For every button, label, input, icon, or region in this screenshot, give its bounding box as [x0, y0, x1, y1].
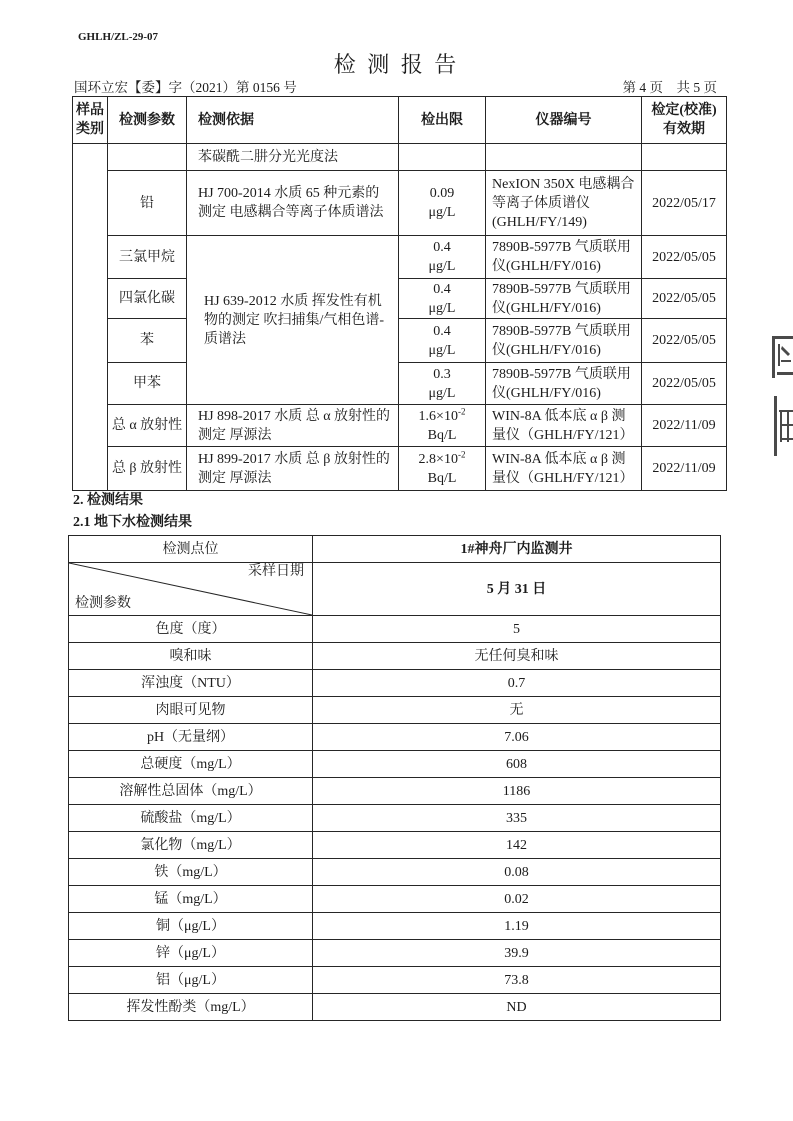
detection-limit-cell — [399, 319, 486, 363]
detection-limit-value: 0.09 — [429, 186, 455, 201]
sampling-date: 5 月 31 日 — [313, 563, 721, 616]
result-parameter: 浑浊度（NTU） — [69, 670, 313, 697]
result-value: 1186 — [313, 778, 721, 805]
result-row — [69, 670, 721, 697]
report-title: 检 测 报 告 — [333, 52, 460, 77]
method-row — [73, 171, 727, 236]
document-code: GHLH/ZL-29-07 — [78, 31, 159, 43]
method-basis-cell: 苯碳酰二肼分光光度法 — [187, 144, 399, 171]
result-parameter: 锌（μg/L） — [69, 940, 313, 967]
validity-date-cell: 2022/11/09 — [642, 405, 727, 447]
result-parameter: 挥发性酚类（mg/L） — [69, 994, 313, 1021]
result-row — [69, 805, 721, 832]
detection-parameter-cell: 四氯化碳 — [108, 279, 187, 319]
location-label: 检测点位 — [69, 536, 313, 563]
location-name: 1#神舟厂内监测井 — [313, 536, 721, 563]
col-parameter: 检测参数 — [108, 97, 187, 144]
result-row — [69, 832, 721, 859]
detection-limit-unit: μg/L — [428, 259, 456, 274]
result-value: 1.19 — [313, 913, 721, 940]
method-basis-cell-merged: HJ 639-2012 水质 挥发性有机 物的测定 吹扫捕集/气相色谱- 质谱法 — [187, 236, 399, 405]
result-value: 无 — [313, 697, 721, 724]
method-basis-cell: HJ 898-2017 水质 总 α 放射性的 测定 厚源法 — [187, 405, 399, 447]
method-basis-cell: HJ 899-2017 水质 总 β 放射性的 测定 厚源法 — [187, 447, 399, 491]
instrument-cell: 7890B-5977B 气质联用 仪(GHLH/FY/016) — [486, 236, 642, 279]
validity-date-cell — [642, 144, 727, 171]
result-row — [69, 886, 721, 913]
instrument-cell: WIN-8A 低本底 α β 测 量仪（GHLH/FY/121） — [486, 447, 642, 491]
validity-date-cell: 2022/11/09 — [642, 447, 727, 491]
detection-parameter-cell: 三氯甲烷 — [108, 236, 187, 279]
result-row — [69, 913, 721, 940]
result-parameter: 总硬度（mg/L） — [69, 751, 313, 778]
groundwater-results-table — [68, 535, 721, 1021]
detection-limit-exponent: -2 — [457, 448, 466, 459]
detection-parameter-cell: 铅 — [108, 171, 187, 236]
section-subheading: 2.1 地下水检测结果 — [73, 515, 192, 530]
detection-limit-value: 0.4 — [433, 240, 451, 255]
method-table-header-row — [73, 97, 727, 144]
method-row — [73, 279, 727, 319]
parameter-label: 检测参数 — [75, 596, 131, 611]
seal-strokes — [772, 336, 793, 456]
method-row — [73, 144, 727, 171]
detection-parameter-cell — [108, 144, 187, 171]
result-row — [69, 616, 721, 643]
detection-limit-cell — [399, 144, 486, 171]
method-basis-cell: HJ 700-2014 水质 65 种元素的 测定 电感耦合等离子体质谱法 — [187, 171, 399, 236]
detection-limit-unit: μg/L — [428, 385, 456, 401]
result-value: 39.9 — [313, 940, 721, 967]
result-row — [69, 643, 721, 670]
detection-limit-cell — [399, 447, 486, 491]
result-parameter: pH（无量纲） — [69, 724, 313, 751]
result-parameter: 硫酸盐（mg/L） — [69, 805, 313, 832]
validity-date-cell: 2022/05/05 — [642, 279, 727, 319]
result-parameter: 溶解性总固体（mg/L） — [69, 778, 313, 805]
detection-limit-value: 0.3 — [433, 366, 451, 382]
result-parameter: 肉眼可见物 — [69, 697, 313, 724]
instrument-cell: 7890B-5977B 气质联用 仪(GHLH/FY/016) — [486, 319, 642, 363]
diagonal-header-wrap — [69, 563, 312, 615]
result-parameter: 色度（度） — [69, 616, 313, 643]
result-row — [69, 994, 721, 1021]
col-sample-category: 样品 类别 — [73, 97, 108, 144]
detection-parameter-cell: 甲苯 — [108, 363, 187, 405]
detection-parameter-cell: 总 α 放射性 — [108, 405, 187, 447]
result-value: ND — [313, 994, 721, 1021]
detection-limit-unit: Bq/L — [427, 470, 457, 486]
method-row — [73, 236, 727, 279]
detection-limit-unit: μg/L — [428, 205, 456, 220]
col-validity: 检定(校准) 有效期 — [642, 97, 727, 144]
result-value: 0.08 — [313, 859, 721, 886]
detection-limit-value: 0.4 — [433, 323, 451, 339]
detection-limit-cell — [399, 279, 486, 319]
result-parameter: 铝（μg/L） — [69, 967, 313, 994]
results-date-row — [69, 563, 721, 616]
detection-parameter-cell: 总 β 放射性 — [108, 447, 187, 491]
result-value: 142 — [313, 832, 721, 859]
report-number: 国环立宏【委】字（2021）第 0156 号 — [74, 80, 297, 95]
result-parameter: 氯化物（mg/L） — [69, 832, 313, 859]
result-row — [69, 940, 721, 967]
result-value: 608 — [313, 751, 721, 778]
result-value: 0.02 — [313, 886, 721, 913]
seam-seal-fragment — [766, 328, 793, 463]
result-parameter: 铜（μg/L） — [69, 913, 313, 940]
result-parameter: 锰（mg/L） — [69, 886, 313, 913]
detection-limit-cell — [399, 363, 486, 405]
method-row — [73, 447, 727, 491]
detection-limit-cell — [399, 171, 486, 236]
page-indicator: 第 4 页 共 5 页 — [622, 80, 717, 95]
method-row — [73, 405, 727, 447]
detection-limit-cell — [399, 405, 486, 447]
section-heading: 2. 检测结果 — [73, 493, 143, 508]
instrument-cell: WIN-8A 低本底 α β 测 量仪（GHLH/FY/121） — [486, 405, 642, 447]
result-row — [69, 724, 721, 751]
validity-date-cell: 2022/05/05 — [642, 236, 727, 279]
validity-date-cell: 2022/05/05 — [642, 363, 727, 405]
detection-limit-unit: μg/L — [428, 300, 456, 316]
col-basis: 检测依据 — [187, 97, 399, 144]
detection-limit-exponent: -2 — [457, 405, 466, 416]
detection-limit-cell — [399, 236, 486, 279]
result-value: 7.06 — [313, 724, 721, 751]
detection-limit-value: 0.4 — [433, 281, 451, 297]
result-value: 无任何臭和味 — [313, 643, 721, 670]
detection-limit-value: 1.6×10 — [418, 408, 458, 424]
method-row — [73, 319, 727, 363]
result-row — [69, 967, 721, 994]
instrument-cell: 7890B-5977B 气质联用 仪(GHLH/FY/016) — [486, 279, 642, 319]
detection-limit-unit: Bq/L — [427, 427, 457, 443]
validity-date-cell: 2022/05/05 — [642, 319, 727, 363]
method-row — [73, 363, 727, 405]
result-row — [69, 751, 721, 778]
results-location-row — [69, 536, 721, 563]
detection-parameter-cell: 苯 — [108, 319, 187, 363]
result-value: 5 — [313, 616, 721, 643]
result-row — [69, 778, 721, 805]
instrument-cell: 7890B-5977B 气质联用 仪(GHLH/FY/016) — [486, 363, 642, 405]
result-row — [69, 859, 721, 886]
sample-category-cell — [73, 144, 108, 491]
detection-method-table — [72, 96, 727, 491]
col-detection-limit: 检出限 — [399, 97, 486, 144]
detection-limit-unit: μg/L — [428, 342, 456, 358]
instrument-cell — [486, 144, 642, 171]
result-value: 73.8 — [313, 967, 721, 994]
diagonal-header-cell — [69, 563, 313, 616]
result-value: 0.7 — [313, 670, 721, 697]
result-row — [69, 697, 721, 724]
col-instrument: 仪器编号 — [486, 97, 642, 144]
sampling-date-label: 采样日期 — [248, 564, 304, 579]
detection-limit-value: 2.8×10 — [418, 451, 458, 467]
result-parameter: 嗅和味 — [69, 643, 313, 670]
result-value: 335 — [313, 805, 721, 832]
result-parameter: 铁（mg/L） — [69, 859, 313, 886]
instrument-cell: NexION 350X 电感耦合 等离子体质谱仪 (GHLH/FY/149) — [486, 171, 642, 236]
validity-date-cell: 2022/05/17 — [642, 171, 727, 236]
